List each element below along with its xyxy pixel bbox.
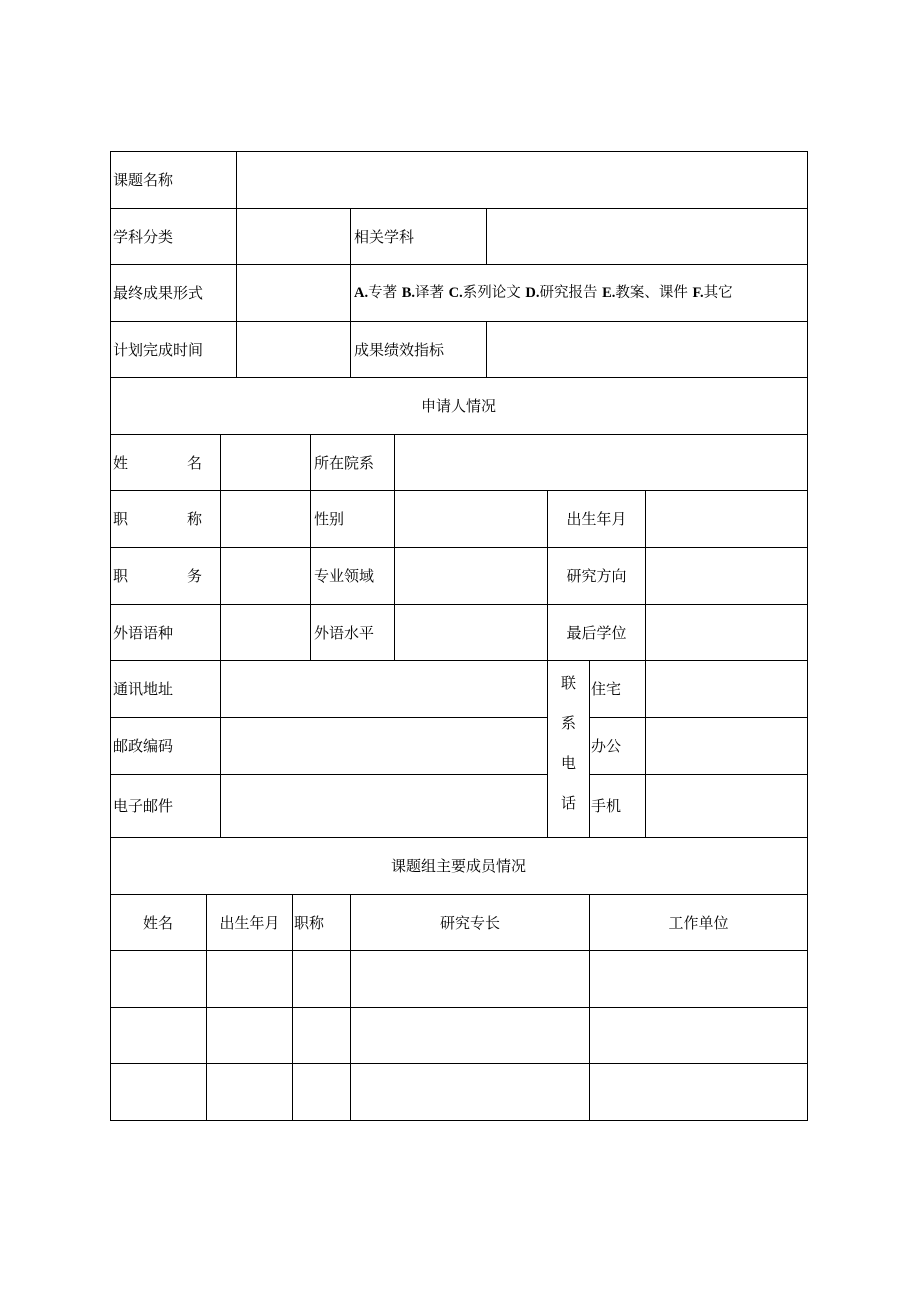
professional-title-field[interactable] bbox=[221, 491, 310, 547]
member-workplace-cell[interactable] bbox=[590, 1008, 807, 1063]
gender-field[interactable] bbox=[395, 491, 547, 547]
birth-date-field[interactable] bbox=[646, 491, 807, 547]
degree-field[interactable] bbox=[646, 605, 807, 660]
member-expertise-cell[interactable] bbox=[351, 1008, 589, 1063]
member-header-workplace: 工作单位 bbox=[668, 913, 729, 932]
member-expertise-cell[interactable] bbox=[351, 951, 589, 1007]
discipline-label: 学科分类 bbox=[113, 227, 174, 246]
member-name-cell[interactable] bbox=[110, 951, 206, 1007]
topic-name-field[interactable] bbox=[237, 152, 807, 208]
result-option-d[interactable]: D.研究报告 bbox=[525, 285, 598, 301]
performance-indicator-field[interactable] bbox=[487, 322, 807, 377]
mobile-phone-field[interactable] bbox=[646, 775, 807, 837]
planned-completion-field[interactable] bbox=[237, 322, 350, 377]
degree-label: 最后学位 bbox=[566, 623, 627, 642]
foreign-language-field[interactable] bbox=[221, 605, 310, 660]
final-result-form-label: 最终成果形式 bbox=[113, 284, 204, 302]
member-header-birth: 出生年月 bbox=[219, 913, 280, 932]
member-title-cell[interactable] bbox=[293, 1064, 350, 1120]
research-direction-field[interactable] bbox=[646, 548, 807, 604]
performance-indicator-label: 成果绩效指标 bbox=[354, 340, 445, 359]
department-label: 所在院系 bbox=[314, 453, 375, 472]
member-birth-cell[interactable] bbox=[207, 1064, 292, 1120]
foreign-language-label: 外语语种 bbox=[113, 623, 174, 642]
result-options-list bbox=[351, 265, 807, 321]
result-option-f[interactable]: F.其它 bbox=[692, 285, 733, 301]
research-direction-label: 研究方向 bbox=[566, 567, 627, 585]
members-section-title: 课题组主要成员情况 bbox=[390, 857, 526, 875]
related-discipline-field[interactable] bbox=[487, 209, 807, 264]
member-birth-cell[interactable] bbox=[207, 951, 292, 1007]
foreign-level-field[interactable] bbox=[395, 605, 547, 660]
specialty-field[interactable] bbox=[395, 548, 547, 604]
final-result-form-field[interactable] bbox=[237, 265, 350, 321]
member-title-cell[interactable] bbox=[293, 951, 350, 1007]
foreign-level-label: 外语水平 bbox=[314, 623, 375, 642]
email-label: 电子邮件 bbox=[113, 797, 174, 815]
contact-phone-label: 联 系 电 话 bbox=[560, 674, 576, 812]
address-field[interactable] bbox=[221, 661, 547, 717]
office-phone-label: 办公 bbox=[591, 737, 622, 755]
home-phone-field[interactable] bbox=[646, 661, 807, 717]
applicant-name-label: 姓 名 bbox=[113, 453, 202, 472]
member-workplace-cell[interactable] bbox=[590, 951, 807, 1007]
position-label: 职 务 bbox=[113, 567, 202, 585]
department-field[interactable] bbox=[395, 435, 807, 490]
discipline-field[interactable] bbox=[237, 209, 350, 264]
address-label: 通讯地址 bbox=[113, 680, 174, 698]
member-birth-cell[interactable] bbox=[207, 1008, 292, 1063]
email-field[interactable] bbox=[221, 775, 547, 837]
birth-date-label: 出生年月 bbox=[566, 510, 627, 528]
result-option-e[interactable]: E.教案、课件 bbox=[602, 285, 688, 301]
home-phone-label: 住宅 bbox=[591, 680, 622, 698]
postcode-field[interactable] bbox=[221, 718, 547, 774]
member-expertise-cell[interactable] bbox=[351, 1064, 589, 1120]
gender-label: 性别 bbox=[314, 510, 345, 528]
related-discipline-label: 相关学科 bbox=[354, 227, 415, 246]
postcode-label: 邮政编码 bbox=[113, 737, 174, 755]
topic-name-label: 课题名称 bbox=[113, 171, 174, 189]
applicant-name-field[interactable] bbox=[221, 435, 310, 490]
result-option-b[interactable]: B.译著 bbox=[401, 285, 445, 301]
member-header-expertise: 研究专长 bbox=[439, 913, 500, 932]
member-workplace-cell[interactable] bbox=[590, 1064, 807, 1120]
office-phone-field[interactable] bbox=[646, 718, 807, 774]
member-header-title: 职称 bbox=[294, 913, 325, 932]
member-header-name: 姓名 bbox=[142, 913, 173, 932]
member-title-cell[interactable] bbox=[293, 1008, 350, 1063]
member-name-cell[interactable] bbox=[110, 1064, 206, 1120]
planned-completion-label: 计划完成时间 bbox=[113, 340, 204, 359]
result-option-a[interactable]: A.专著 bbox=[354, 285, 398, 301]
applicant-section-title: 申请人情况 bbox=[420, 397, 496, 415]
position-field[interactable] bbox=[221, 548, 310, 604]
mobile-phone-label: 手机 bbox=[591, 797, 622, 815]
result-option-c[interactable]: C.系列论文 bbox=[448, 285, 521, 301]
professional-title-label: 职 称 bbox=[113, 510, 202, 528]
specialty-label: 专业领域 bbox=[314, 567, 375, 585]
member-name-cell[interactable] bbox=[110, 1008, 206, 1063]
